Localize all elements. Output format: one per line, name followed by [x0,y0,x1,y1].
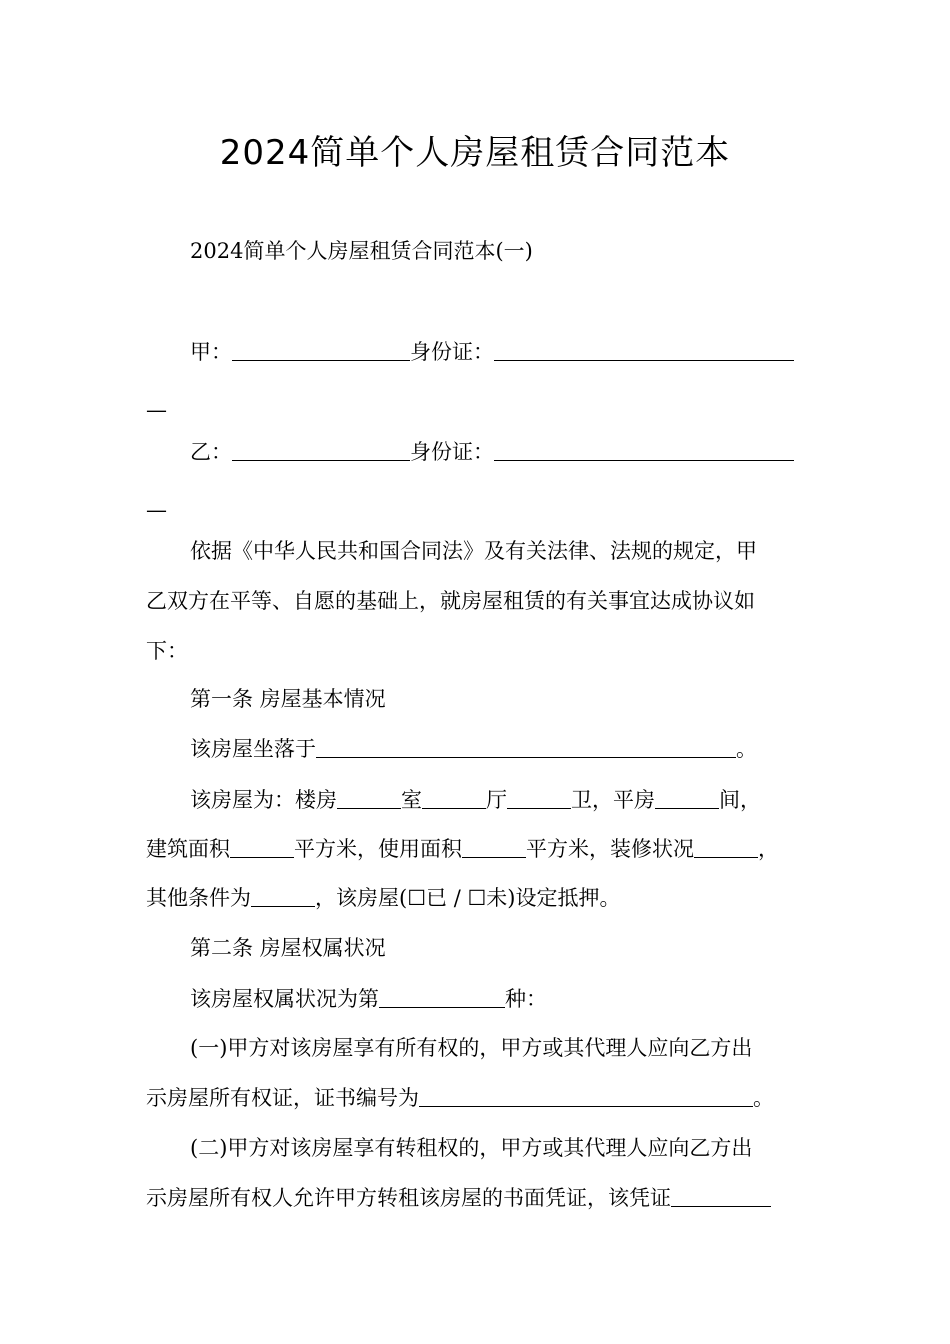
use-area-label: 平方米，使用面积 [294,837,462,861]
sublease-cert-blank [671,1186,771,1207]
party-b-id-label: 身份证： [410,440,494,464]
article2-item1-line1: (一)甲方对该房屋享有所有权的，甲方或其代理人应向乙方出 [190,1036,753,1060]
article2-item2-line2 [146,1183,808,1213]
article1-area [146,834,808,864]
document-title: 2024简单个人房屋租赁合同范本 [219,133,731,173]
party-b-label: 乙： [190,440,232,464]
party-b-wrap-dash: — [146,498,167,522]
party-b-id-blank [494,440,794,461]
article2-status [190,984,808,1014]
bath-count-blank [507,788,571,809]
bath-label: 卫，平房 [571,788,655,812]
room-label: 室 [401,788,422,812]
article1-other [146,883,808,913]
article2-item2-line1: (二)甲方对该房屋享有转租权的，甲方或其代理人应向乙方出 [190,1136,753,1160]
preamble-line-2: 乙双方在平等、自愿的基础上，就房屋租赁的有关事宜达成协议如 [146,589,755,613]
location-label: 该房屋坐落于 [190,737,316,761]
party-a-wrap-dash: — [146,398,167,422]
hall-count-blank [422,788,486,809]
preamble-line-1: 依据《中华人民共和国合同法》及有关法律、法规的规定，甲 [190,539,757,563]
article2-item1-line2 [146,1083,808,1113]
other-blank [251,886,315,907]
party-a-name-blank [232,340,410,361]
party-a-id-label: 身份证： [410,340,494,364]
decor-blank [694,837,758,858]
cert-number-period: 。 [753,1086,774,1110]
party-a-line [190,337,808,367]
article1-location [190,734,808,764]
decor-label: 平方米，装修状况 [526,837,694,861]
party-a-label: 甲： [190,340,232,364]
party-b-line [190,437,808,467]
area-comma: ， [758,837,779,861]
party-a-id-blank [494,340,794,361]
mortgage-text: ，该房屋(☐已 / ☐未)设定抵押。 [315,886,621,910]
location-blank [316,737,736,758]
cert-number-label: 示房屋所有权证，证书编号为 [146,1086,419,1110]
other-label: 其他条件为 [146,886,251,910]
build-area-label: 建筑面积 [146,837,230,861]
subtitle: 2024简单个人房屋租赁合同范本(一) [190,239,533,263]
status-label: 该房屋权属状况为第 [190,987,379,1011]
article1-heading: 第一条 房屋基本情况 [190,687,386,711]
build-area-blank [230,837,294,858]
status-blank [379,987,505,1008]
room-count-blank [337,788,401,809]
use-area-blank [462,837,526,858]
hall-label: 厅 [486,788,507,812]
cert-number-blank [419,1086,753,1107]
sublease-cert-label: 示房屋所有权人允许甲方转租该房屋的书面凭证，该凭证 [146,1186,671,1210]
status-suffix: 种： [505,987,547,1011]
article2-heading: 第二条 房屋权属状况 [190,936,386,960]
jian-label: 间， [719,788,761,812]
party-b-name-blank [232,440,410,461]
layout-label: 该房屋为：楼房 [190,788,337,812]
article1-layout [190,785,808,815]
location-period: 。 [736,737,757,761]
bungalow-count-blank [655,788,719,809]
preamble-line-3: 下： [146,639,188,663]
